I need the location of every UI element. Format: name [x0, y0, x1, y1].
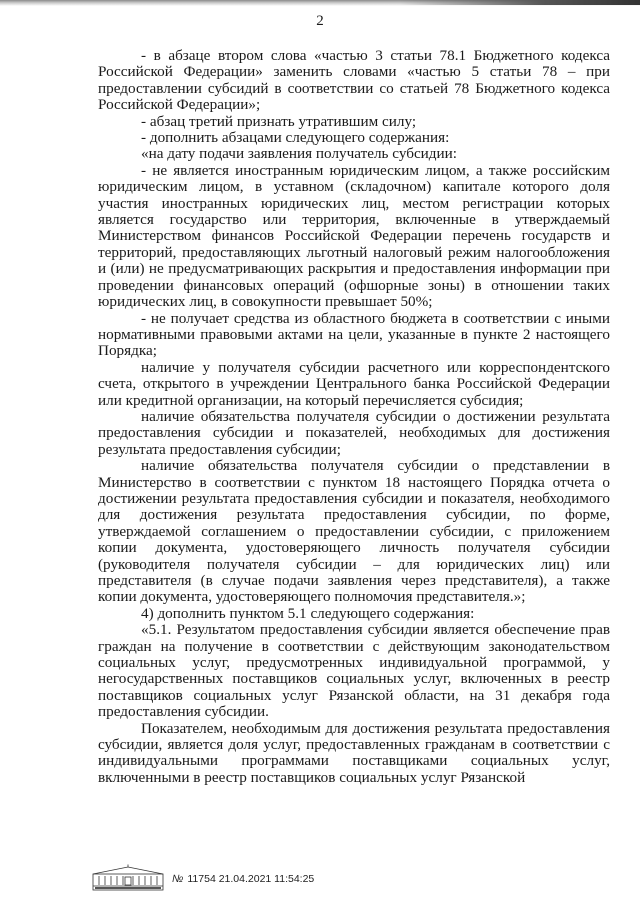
page-number: 2 [316, 13, 324, 29]
registration-mark [172, 873, 314, 885]
registration-number-date: 11754 21.04.2021 11:54:25 [187, 873, 315, 885]
number-sign: № [172, 873, 184, 885]
paragraph: наличие у получателя субсидии расчетного или корреспондентского счета, открытого в учреждении Центрального банка Российской Федерации или кредитной организации, на который перечисляется субсидия; [98, 358, 610, 409]
government-building-stamp-icon [92, 864, 164, 892]
paragraph: Показателем, необходимым для достижения результата предоставления субсидии, является доля услуг, предоставленных гражданам в соответствии с индивидуальными программами поставщиками социальных услуг, включенными в реестр поставщиков социальных услуг Рязанской [98, 719, 610, 786]
paragraph: - в абзаце втором слова «частью 3 статьи 78.1 Бюджетного кодекса Российской Федерации» заменить словами «частью 5 статьи 78 – при предоставлении субсидий в соответствии со статьей 78 Бюджетного кодекса Российской Федерации»; [98, 47, 610, 114]
paragraph: «на дату подачи заявления получатель субсидии: [141, 145, 458, 163]
paragraph: - абзац третий признать утратившим силу; [141, 112, 417, 130]
paragraph: «5.1. Результатом предоставления субсидии является обеспечение прав граждан на получение в соответствии с действующим законодательством социальных услуг, предусмотренных индивидуальной программой, у негосударственных поставщиков социальных услуг, включенных в реестр поставщиков социальных услуг Рязанской области, на 31 декабря года предоставления субсидии. [98, 621, 610, 721]
paragraph: - не является иностранным юридическим лицом, а также российским юридическим лицом, в уставном (складочном) капитале которого доля участия иностранных юридических лиц, местом регистрации которых является государство или территория, включенные в утверждаемый Министерством финансов Российской Федерации перечень государств и территорий, предоставляющих льготный налоговый режим налогообложения и (или) не предусматривающих раскрытия и предоставления информации при проведении финансовых операций (офшорные зоны) в отношении таких юридических лиц, в совокупности превышает 50%; [98, 161, 610, 311]
scan-edge-dark [400, 0, 640, 5]
paragraph: 4) дополнить пунктом 5.1 следующего содержания: [141, 604, 475, 622]
paragraph: наличие обязательства получателя субсидии о представлении в Министерство в соответствии с пунктом 18 настоящего Порядка отчета о достижении результата предоставления субсидии и показателя, необходимого для достижения результата предоставления субсидии, по форме, утверждаемой соглашением о предоставлении субсидии, с приложением копии документа, удостоверяющего личность получателя субсидии (руководителя получателя субсидии – для юридических лиц) или представителя (в случае подачи заявления через представителя), а также копии документа, удостоверяющего полномочия представителя.»; [98, 457, 610, 606]
paragraph: - дополнить абзацами следующего содержания: [141, 129, 450, 147]
paragraph: наличие обязательства получателя субсидии о достижении результата предоставления субсидии и показателей, необходимых для достижения результата предоставления субсидии; [98, 407, 610, 458]
document-body [98, 48, 610, 786]
paragraph: - не получает средства из областного бюджета в соответствии с иными нормативными правовыми актами на цели, указанные в пункте 2 настоящего Порядка; [98, 309, 610, 360]
